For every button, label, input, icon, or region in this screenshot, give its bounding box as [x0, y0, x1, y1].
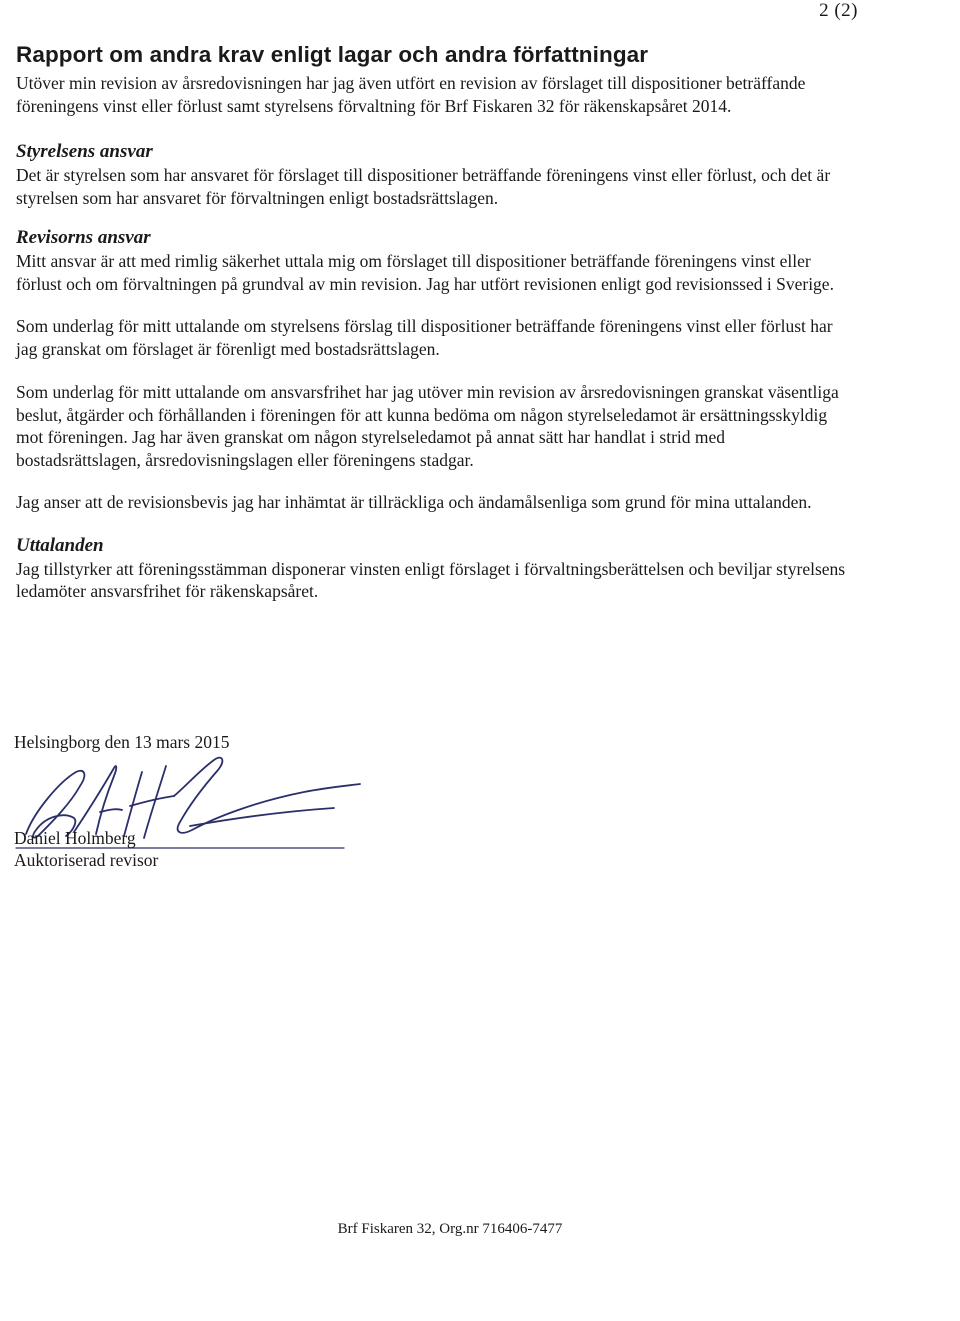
revisorns-ansvar-paragraph-1: Mitt ansvar är att med rimlig säkerhet uttala mig om förslaget till dispositioner beträffande föreningens vinst eller förlust och om förvaltningen på grundval av min revision. Jag har utfört revisionen enligt god revisionssed i Sverige.: [16, 251, 834, 294]
uttalanden-paragraph: Jag tillstyrker att föreningsstämman disponerar vinsten enligt förslaget i förvaltningsberättelsen och beviljar styrelsens ledamöter ansvarsfrihet för räkenskapsåret.: [16, 558, 846, 601]
intro-paragraph: Utöver min revision av årsredovisningen har jag även utfört en revision av förslaget till dispositioner beträffande föreningens vinst eller förlust samt styrelsens förvaltning för Brf Fiskaren 32 för räkenskapsåret 2014.: [16, 73, 806, 116]
revisorns-ansvar-paragraph-2: Som underlag för mitt uttalande om styrelsens förslag till dispositioner beträffande föreningens vinst eller förlust har jag granskat om förslaget är förenligt med bostadsrättslagen.: [16, 316, 833, 359]
report-body: [16, 42, 846, 619]
signatory-title: Auktoriserad revisor: [14, 850, 159, 870]
page-number: 2 (2): [819, 0, 858, 21]
revisorns-ansvar-paragraph-4: Jag anser att de revisionsbevis jag har inhämtat är tillräckliga och ändamålsenliga som grund för mina uttalanden.: [16, 492, 812, 512]
signature-block: [14, 732, 414, 882]
signatory-name: Daniel Holmberg: [14, 828, 136, 848]
section-heading-styrelsens-ansvar: Styrelsens ansvar: [16, 141, 153, 162]
report-title: Rapport om andra krav enligt lagar och andra författningar: [16, 42, 649, 67]
styrelsens-ansvar-paragraph: Det är styrelsen som har ansvaret för förslaget till dispositioner beträffande föreningens vinst eller förlust, och det är styrelsen som har ansvaret för förvaltningen enligt bostadsrättslagen.: [16, 165, 831, 208]
footer-org-info: Brf Fiskaren 32, Org.nr 716406-7477: [337, 1221, 563, 1237]
revisorns-ansvar-paragraph-3: Som underlag för mitt uttalande om ansvarsfrihet har jag utöver min revision av årsredovisningen granskat väsentliga beslut, åtgärder och förhållanden i föreningen för att kunna bedöma om någon styrelseledamot är ersättningsskyldig mot föreningen. Jag har även granskat om någon styrelseledamot på annat sätt har handlat i strid med bostadsrättslagen, årsredovisningslagen eller föreningens stadgar.: [16, 382, 839, 470]
section-heading-uttalanden: Uttalanden: [16, 534, 104, 556]
section-heading-revisorns-ansvar: Revisorns ansvar: [16, 227, 151, 248]
footer: [0, 1221, 960, 1238]
signature-place-date: Helsingborg den 13 mars 2015: [14, 732, 230, 752]
